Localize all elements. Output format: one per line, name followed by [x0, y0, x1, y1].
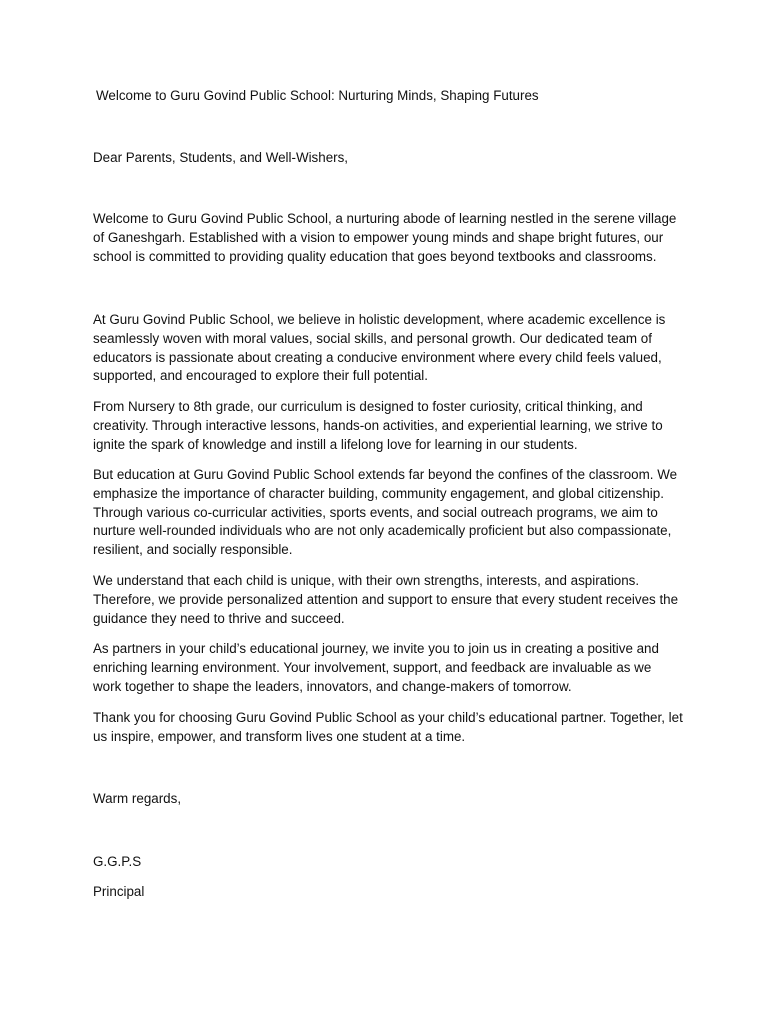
document-title: Welcome to Guru Govind Public School: Nurturing Minds, Shaping Futures	[96, 88, 539, 103]
paragraph-personalized: We understand that each child is unique, with their own strengths, interests, and aspirations. Therefore, we provide personalized attention and support to ensure that every student receives the guidance they need to thrive and succeed.	[93, 573, 679, 626]
paragraph-partners: As partners in your child’s educational journey, we invite you to join us in creating a positive and enriching learning environment. Your involvement, support, and feedback are invaluable as we work together to shape the leaders, innovators, and change-makers of tomorrow.	[93, 641, 659, 694]
paragraph-holistic: At Guru Govind Public School, we believe in holistic development, where academic excellence is seamlessly woven with moral values, social skills, and personal growth. Our dedicated team of educators is passionate about creating a conducive environment where every child feels valued, supported, and encouraged to explore their full potential.	[93, 312, 666, 384]
paragraph-intro: Welcome to Guru Govind Public School, a nurturing abode of learning nestled in the serene village of Ganeshgarh. Established with a vision to empower young minds and shape bright futures, our school is committed to providing quality education that goes beyond textbooks and classrooms.	[93, 211, 677, 264]
signature-role: Principal	[93, 884, 145, 899]
salutation: Dear Parents, Students, and Well-Wishers,	[93, 150, 349, 165]
signature-name: G.G.P.S	[93, 854, 142, 869]
paragraph-thank-you: Thank you for choosing Guru Govind Public School as your child’s educational partner. Together, let us inspire, empower, and transform lives one student at a time.	[93, 710, 683, 744]
paragraph-curriculum: From Nursery to 8th grade, our curriculum is designed to foster curiosity, critical thinking, and creativity. Through interactive lessons, hands-on activities, and experiential learning, we strive to ignite the spark of knowledge and instill a lifelong love for learning in our students.	[93, 399, 663, 452]
closing: Warm regards,	[93, 791, 182, 806]
paragraph-beyond-classroom: But education at Guru Govind Public School extends far beyond the confines of the classroom. We emphasize the importance of character building, community engagement, and global citizenship. Through various co-curricular activities, sports events, and social outreach programs, we aim to nurture well-rounded individuals who are not only academically proficient but also compassionate, resilient, and socially responsible.	[93, 467, 678, 558]
